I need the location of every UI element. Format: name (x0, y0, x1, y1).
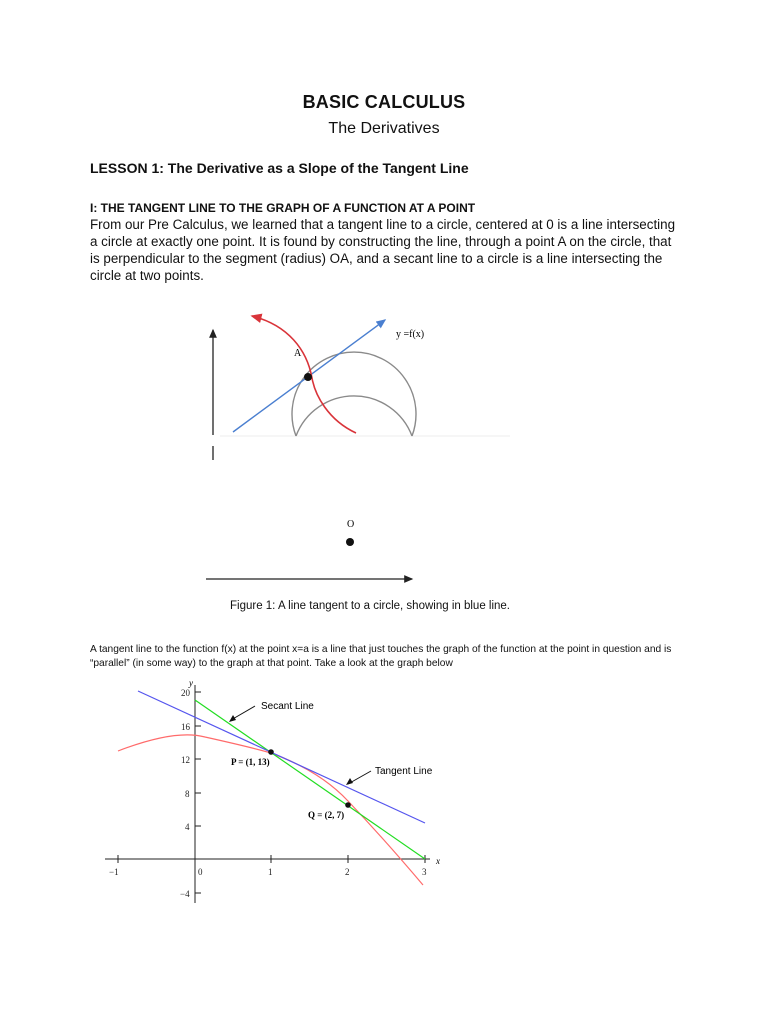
x-axis-label: x (436, 856, 440, 866)
y-axis-label: y (189, 678, 193, 688)
intro-paragraph: From our Pre Calculus, we learned that a tangent line to a circle, centered at 0 is a line intersecting a circle at exactly one point. It is found by constructing the line, through a point A on the circle, that is perpendicular to the segment (radius) OA, and a secant line to a circle is a line intersecting the circle at two points. (90, 217, 676, 283)
secant-line (195, 700, 425, 859)
tangent-label: Tangent Line (375, 766, 433, 777)
circle-arc (292, 352, 416, 436)
circle-arc-top (296, 396, 412, 436)
tangent-definition-paragraph: A tangent line to the function f(x) at the point x=a is a line that just touches the graph of the function at the point in question and is “parallel” (in some way) to the graph at that point. Take a look at the graph below (90, 644, 672, 669)
label-o: O (347, 519, 355, 530)
point-q-label: Q = (2, 7) (308, 810, 345, 820)
secant-tangent-graph (95, 675, 455, 910)
red-curve (252, 316, 356, 433)
x-tick-label: 2 (345, 867, 350, 877)
document-title: BASIC CALCULUS (302, 92, 466, 112)
x-tick-label: 0 (198, 867, 203, 877)
document-subtitle: The Derivatives (328, 120, 440, 137)
tangent-circle-figure (190, 300, 530, 595)
x-tick-label: −1 (109, 867, 119, 877)
point-p-label: P = (1, 13) (231, 757, 270, 767)
y-tick-label: 4 (185, 822, 190, 832)
y-tick-label: 8 (185, 789, 190, 799)
x-tick-label: 1 (268, 867, 273, 877)
secant-label: Secant Line (261, 701, 314, 712)
section-heading: I: THE TANGENT LINE TO THE GRAPH OF A FUNCTION AT A POINT (90, 201, 476, 215)
y-tick-label: 12 (181, 755, 190, 765)
label-a: A (294, 348, 302, 359)
secant-pointer-head (229, 715, 236, 722)
figure-1-caption: Figure 1: A line tangent to a circle, showing in blue line. (230, 600, 511, 612)
tangent-pointer-head (346, 778, 353, 785)
label-function: y =f(x) (396, 329, 425, 340)
y-tick-label: 20 (181, 688, 190, 698)
point-o (346, 538, 354, 546)
point-p (268, 749, 274, 755)
point-a (304, 373, 312, 381)
y-ticks (195, 692, 201, 893)
y-tick-label: −4 (180, 889, 190, 899)
lesson-heading: LESSON 1: The Derivative as a Slope of the Tangent Line (90, 160, 469, 176)
x-tick-label: 3 (422, 867, 427, 877)
point-q (345, 802, 351, 808)
y-tick-label: 16 (181, 722, 190, 732)
